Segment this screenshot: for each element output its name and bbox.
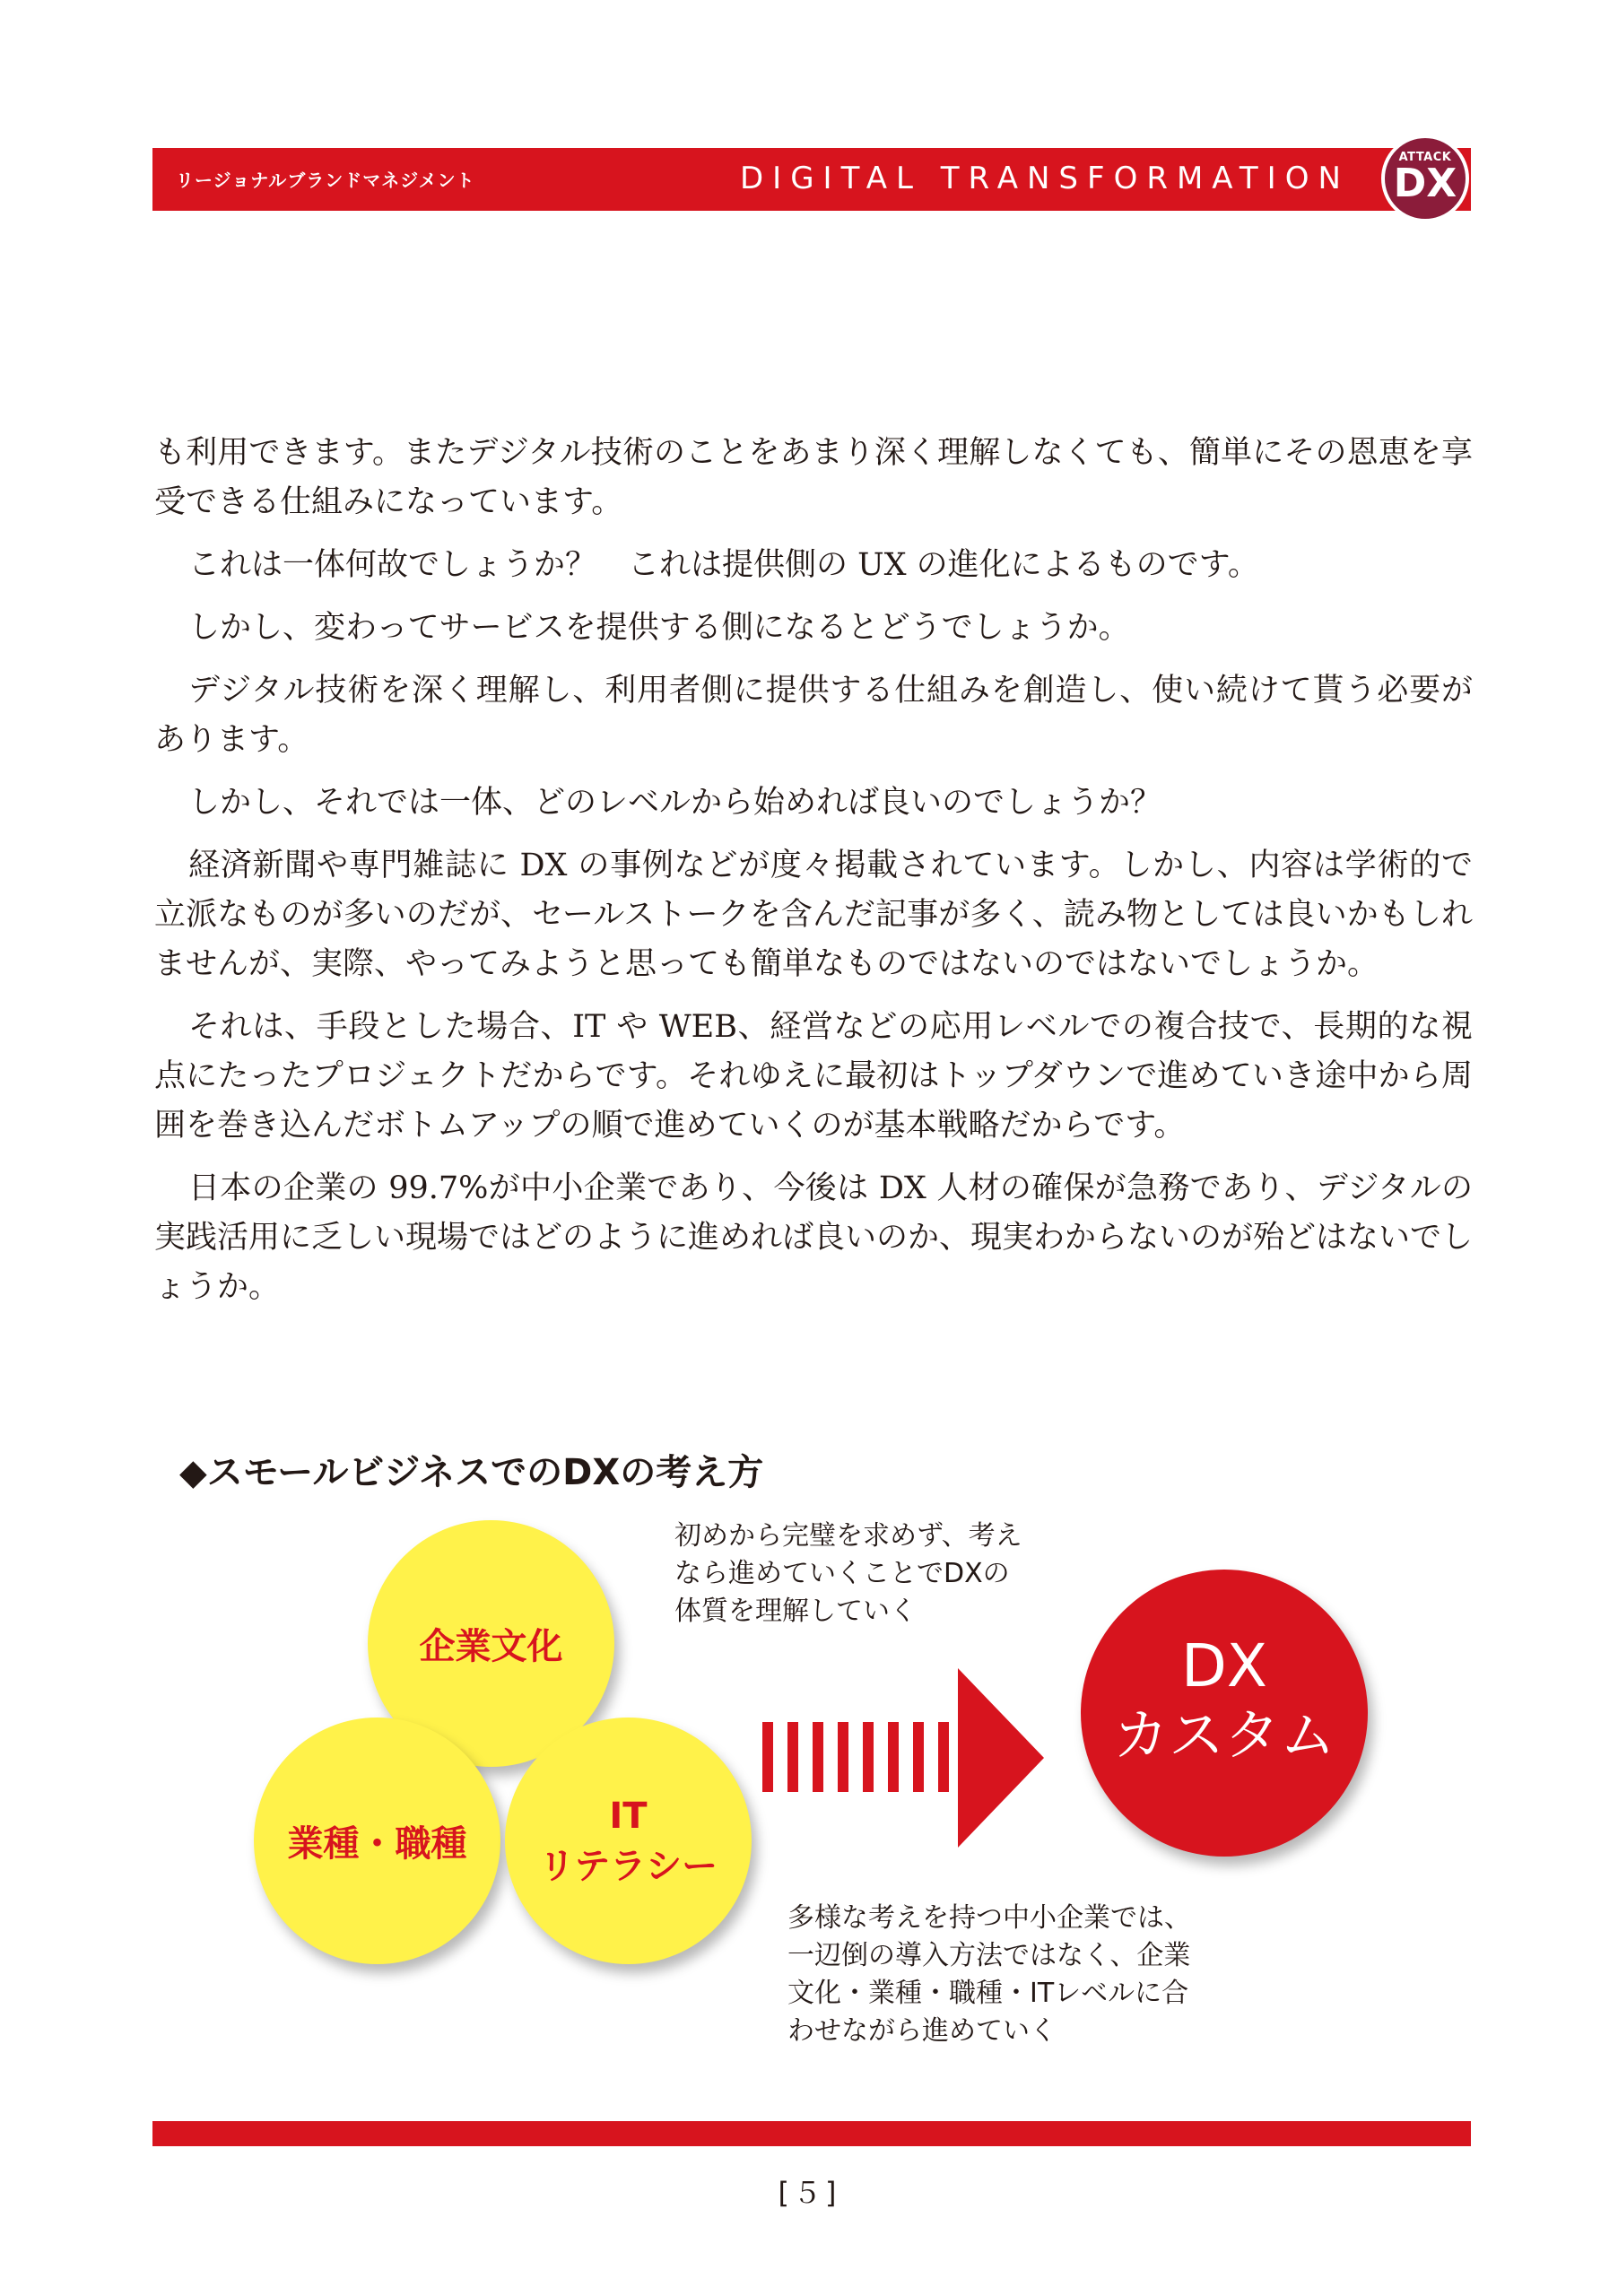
header-left-title: リージョナルブランドマネジメント	[176, 170, 475, 191]
right-arrow-icon	[958, 1668, 1044, 1848]
logo-small-text: ATTACK	[1398, 151, 1452, 164]
note-bottom-line: 多様な考えを持つ中小企業では、	[787, 1902, 1191, 1934]
footer-bar	[152, 2121, 1471, 2146]
note-top-line: なら進めていくことでDXの	[674, 1558, 1010, 1589]
header-bar	[152, 148, 1471, 211]
paragraph: デジタル技術を深く理解し、利用者側に提供する仕組みを創造し、使い続けて貰う必要があります。	[154, 673, 1473, 758]
arrow-stripe	[762, 1722, 773, 1792]
diagram-title: ◆スモールビジネスでのDXの考え方	[179, 1452, 764, 1493]
paragraph: 経済新聞や専門雑誌に DX の事例などが度々掲載されています。しかし、内容は学術的で立派なものが多いのだが、セールストークを含んだ記事が多く、読み物としては良いかもしれませんが、実際、やってみようと思っても簡単なものではないのではないでしょうか。	[154, 848, 1473, 982]
note-top	[674, 1518, 1022, 1631]
circle-it-literacy-line2: リテラシー	[538, 1845, 718, 1887]
note-top-line: 体質を理解していく	[674, 1596, 917, 1627]
circle-it-literacy	[505, 1718, 752, 1964]
circle-it-literacy-line1: IT	[609, 1795, 648, 1837]
note-bottom-line: わせながら進めていく	[787, 2015, 1057, 2047]
arrow-stripe	[787, 1722, 798, 1792]
arrow-stripe	[863, 1722, 874, 1792]
body-text	[154, 429, 1473, 1326]
attack-dx-logo	[1381, 135, 1469, 222]
paragraph: しかし、それでは一体、どのレベルから始めれば良いのでしょうか？	[188, 785, 1162, 821]
dx-custom-circle	[1081, 1570, 1368, 1857]
circle-industry-job	[254, 1718, 500, 1964]
arrow-stripe	[913, 1722, 924, 1792]
circle-industry-job-label: 業種・職種	[287, 1823, 467, 1865]
note-bottom-line: 一辺倒の導入方法ではなく、企業	[787, 1940, 1191, 1971]
note-bottom	[787, 1900, 1191, 2050]
paragraph: これは一体何故でしょうか？ これは提供側の UX の進化によるものです。	[188, 547, 1259, 583]
arrow-stripe	[888, 1722, 899, 1792]
paragraph: それは、手段とした場合、IT や WEB、経営などの応用レベルでの複合技で、長期的な視点にたったプロジェクトだからです。それゆえに最初はトップダウンで進めていき途中から周囲を巻き込んだボトムアップの順で進めていくのが基本戦略だからです。	[154, 1009, 1473, 1144]
paragraph: 日本の企業の 99.7%が中小企業であり、今後は DX 人材の確保が急務であり、デジタルの実践活用に乏しい現場ではどのように進めれば良いのか、現実わからないのが殆どはないでしょうか。	[154, 1170, 1474, 1305]
header-right-title: DIGITAL TRANSFORMATION	[740, 161, 1350, 196]
page-number: [５]	[778, 2176, 840, 2210]
dx-custom-line2: カスタム	[1112, 1702, 1335, 1768]
note-top-line: 初めから完璧を求めず、考え	[674, 1520, 1022, 1552]
circle-corporate-culture-label: 企業文化	[419, 1626, 563, 1667]
paragraph: も利用できます。またデジタル技術のことをあまり深く理解しなくても、簡単にその恩恵を享受できる仕組みになっています。	[154, 435, 1473, 520]
dx-custom-line1: DX	[1180, 1631, 1268, 1700]
arrow-stripe	[813, 1722, 823, 1792]
paragraph: しかし、変わってサービスを提供する側になるとどうでしょうか。	[188, 610, 1130, 646]
arrow-stripe	[838, 1722, 848, 1792]
logo-big-text: DX	[1393, 161, 1457, 206]
arrow-stripe	[938, 1722, 949, 1792]
note-bottom-line: 文化・業種・職種・ITレベルに合	[787, 1978, 1189, 2009]
